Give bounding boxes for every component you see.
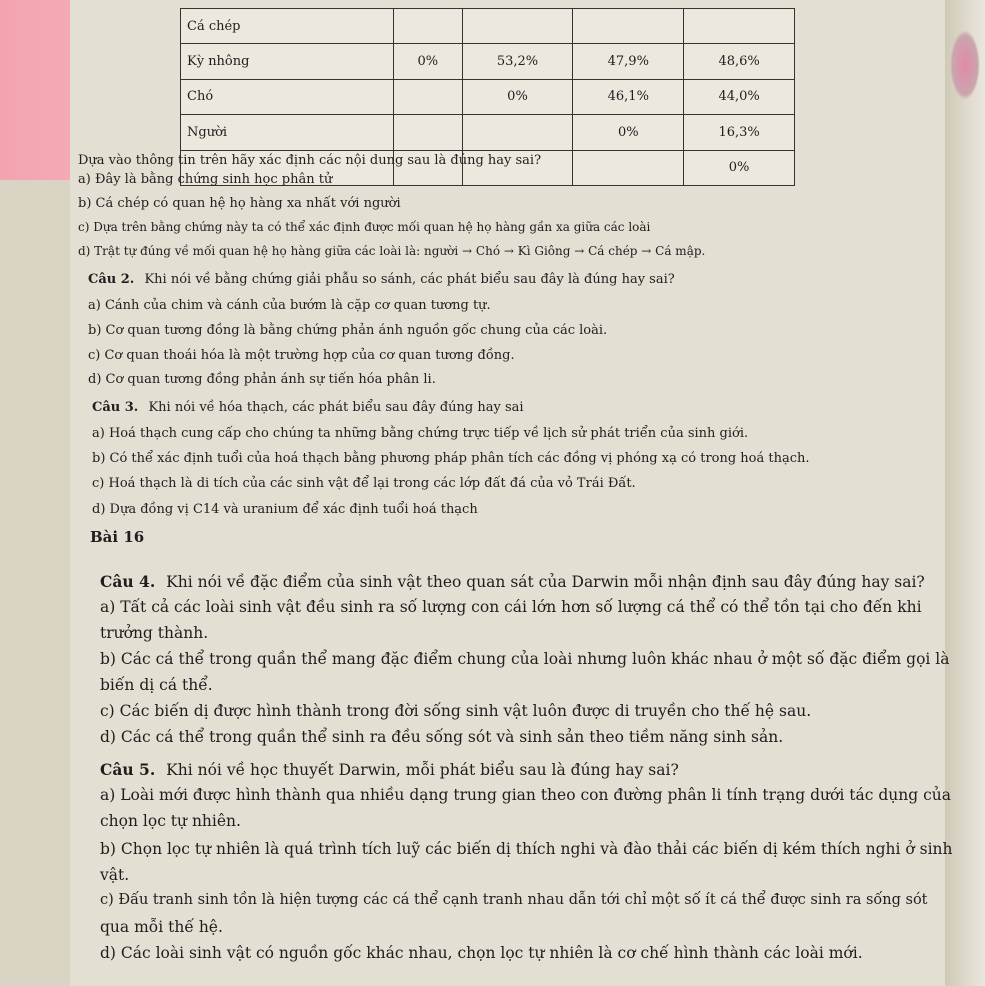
q4-statement-a-line2: trưởng thành.: [100, 624, 209, 642]
q5-statement-c-line1: c) Đấu tranh sinh tồn là hiện tượng các cá thể cạnh tranh nhau dẫn tới chỉ một số ít cá thể được sinh ra sống sót: [100, 892, 928, 908]
row-label: Chó: [181, 79, 394, 114]
table-cell: [573, 150, 684, 185]
q2-statement-b: b) Cơ quan tương đồng là bằng chứng phản ánh nguồn gốc chung của các loài.: [88, 323, 608, 338]
row-label: Kỳ nhông: [181, 44, 394, 79]
paper-right-edge: [945, 0, 985, 986]
q1-statement-b: b) Cá chép có quan hệ họ hàng xa nhất với người: [78, 196, 401, 211]
table-cell: 48,6%: [684, 44, 795, 79]
table-cell: [573, 9, 684, 44]
q4-heading: [100, 572, 925, 591]
table-cell: [394, 79, 463, 114]
table-cell: 0%: [462, 79, 573, 114]
q3-stem: Khi nói về hóa thạch, các phát biểu sau đây đúng hay sai: [148, 400, 524, 415]
table-cell: [462, 9, 573, 44]
table-row: [181, 9, 795, 44]
row-label: Cá chép: [181, 9, 394, 44]
q4-statement-b-line1: b) Các cá thể trong quần thể mang đặc điểm chung của loài nhưng luôn khác nhau ở một số đặc điểm gọi là: [100, 650, 950, 668]
table-row: [181, 115, 795, 150]
q5-statement-a-line2: chọn lọc tự nhiên.: [100, 812, 241, 830]
table-cell: 44,0%: [684, 79, 795, 114]
q2-heading: [88, 272, 675, 287]
q5-statement-c-line2: qua mỗi thế hệ.: [100, 918, 223, 936]
table-cell: 0%: [394, 44, 463, 79]
q4-statement-b-line2: biến dị cá thể.: [100, 676, 213, 694]
q5-heading: [100, 760, 679, 779]
q1-intro: Dựa vào thông tin trên hãy xác định các nội dung sau là đúng hay sai?: [78, 153, 542, 168]
table-cell: [394, 115, 463, 150]
q2-statement-d: d) Cơ quan tương đồng phản ánh sự tiến hóa phân li.: [88, 372, 436, 387]
q5-statement-d: d) Các loài sinh vật có nguồn gốc khác nhau, chọn lọc tự nhiên là cơ chế hình thành các loài mới.: [100, 944, 863, 962]
q5-statement-b-line1: b) Chọn lọc tự nhiên là quá trình tích luỹ các biến dị thích nghi và đào thải các biến dị kém thích nghi ở sinh: [100, 840, 953, 858]
q1-statement-a: a) Đây là bằng chứng sinh học phân tử: [78, 172, 333, 187]
q4-statement-a-line1: a) Tất cả các loài sinh vật đều sinh ra số lượng con cái lớn hơn số lượng cá thể có thể tồn tại cho đến khi: [100, 598, 922, 616]
q5-title: Câu 5.: [100, 760, 156, 779]
q4-stem: Khi nói về đặc điểm của sinh vật theo quan sát của Darwin mỗi nhận định sau đây đúng hay sai?: [166, 573, 925, 591]
table-cell: 53,2%: [462, 44, 573, 79]
q3-statement-a: a) Hoá thạch cung cấp cho chúng ta những bằng chứng trực tiếp về lịch sử phát triển của sinh giới.: [92, 426, 749, 441]
q2-title: Câu 2.: [88, 272, 135, 287]
q1-statement-c: c) Dựa trên bằng chứng này ta có thể xác định được mối quan hệ họ hàng gần xa giữa các loài: [78, 220, 651, 234]
q3-statement-b: b) Có thể xác định tuổi của hoá thạch bằng phương pháp phân tích các đồng vị phóng xạ có trong hoá thạch.: [92, 451, 810, 466]
page-fold-decoration: [950, 30, 980, 100]
q3-statement-c: c) Hoá thạch là di tích của các sinh vật để lại trong các lớp đất đá của vỏ Trái Đất.: [92, 476, 636, 491]
q1-statement-d: d) Trật tự đúng về mối quan hệ họ hàng giữa các loài là: người → Chó → Kì Giông → Cá chép → Cá mập.: [78, 244, 706, 258]
q3-title: Câu 3.: [92, 400, 139, 415]
q3-heading: [92, 400, 524, 415]
q4-statement-c: c) Các biến dị được hình thành trong đời sống sinh vật luôn được di truyền cho thế hệ sau.: [100, 702, 812, 720]
table-cell: [684, 9, 795, 44]
table-cell: [394, 9, 463, 44]
q2-statement-a: a) Cánh của chim và cánh của bướm là cặp cơ quan tương tự.: [88, 298, 491, 313]
table-cell: 0%: [573, 115, 684, 150]
q2-stem: Khi nói về bằng chứng giải phẫu so sánh, các phát biểu sau đây là đúng hay sai?: [144, 272, 675, 287]
q3-statement-d: d) Dựa đồng vị C14 và uranium để xác định tuổi hoá thạch: [92, 502, 478, 517]
table-cell: [462, 115, 573, 150]
q2-statement-c: c) Cơ quan thoái hóa là một trường hợp của cơ quan tương đồng.: [88, 348, 515, 363]
q4-title: Câu 4.: [100, 572, 156, 591]
q5-stem: Khi nói về học thuyết Darwin, mỗi phát biểu sau là đúng hay sai?: [166, 761, 679, 779]
table-cell: 0%: [684, 150, 795, 185]
table-cell: 16,3%: [684, 115, 795, 150]
q4-statement-d: d) Các cá thể trong quần thể sinh ra đều sống sót và sinh sản theo tiềm năng sinh sản.: [100, 728, 784, 746]
table-cell: 46,1%: [573, 79, 684, 114]
section-title: Bài 16: [90, 528, 145, 546]
table-row: [181, 44, 795, 79]
table-row: [181, 79, 795, 114]
row-label: Người: [181, 115, 394, 150]
table-cell: 47,9%: [573, 44, 684, 79]
q5-statement-a-line1: a) Loài mới được hình thành qua nhiều dạng trung gian theo con đường phân li tính trạng dưới tác dụng của: [100, 786, 951, 804]
q5-statement-b-line2: vật.: [100, 866, 130, 884]
